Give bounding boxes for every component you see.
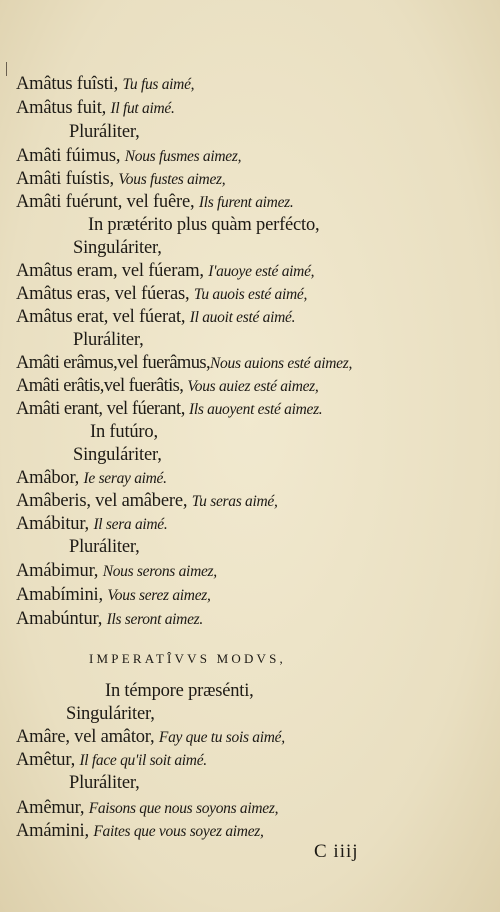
- french-text: Il sera aimé.: [93, 516, 168, 533]
- french-text: Nous serons aimez,: [102, 563, 217, 580]
- latin-text: Amábitur,: [16, 514, 89, 534]
- text-line: [16, 467, 167, 490]
- text-line: [16, 797, 278, 820]
- text-line: [16, 73, 194, 96]
- french-text: Ils seront aimez.: [106, 611, 203, 628]
- text-line: [16, 584, 211, 607]
- french-text: Tu fus aimé,: [122, 76, 195, 93]
- french-text: Vous serez aimez,: [107, 587, 211, 604]
- french-text: Ils auoyent esté aimez.: [188, 401, 323, 418]
- latin-text: Amâtus eram, vel fúeram,: [16, 261, 204, 281]
- section-label: Pluráliter,: [69, 537, 140, 557]
- text-line: [16, 608, 203, 631]
- latin-text: Amâtus erat, vel fúerat,: [16, 307, 186, 327]
- french-text: Vous fustes aimez,: [118, 171, 226, 188]
- french-text: Nous fusmes aimez,: [124, 148, 242, 165]
- text-line: [16, 820, 264, 843]
- latin-text: Amâti erant, vel fúerant,: [16, 399, 185, 419]
- latin-text: Amêtur,: [16, 750, 75, 770]
- text-line: [16, 306, 295, 329]
- french-text: Il auoit esté aimé.: [189, 309, 296, 326]
- mood-heading: IMPERATÎVVS MODVS,: [89, 651, 287, 666]
- text-line: [16, 560, 217, 583]
- section-heading: In témpore præsénti,: [105, 681, 254, 701]
- french-text: Il face qu'il soit aimé.: [79, 752, 207, 769]
- french-text: Ils furent aimez.: [198, 194, 294, 211]
- text-line: [16, 260, 314, 283]
- french-text: Nous auions esté aimez,: [210, 355, 353, 372]
- latin-text: Amâti erâtis,vel fuerâtis,: [16, 376, 184, 396]
- text-line: [16, 191, 293, 214]
- french-text: Fay que tu sois aimé,: [158, 729, 285, 746]
- signature-mark: C iiij: [314, 841, 359, 862]
- text-line: [16, 145, 241, 168]
- section-label: Pluráliter,: [73, 330, 144, 350]
- french-text: Tu auois esté aimé,: [193, 286, 308, 303]
- latin-text: Amabúntur,: [16, 609, 103, 629]
- french-text: Vous auiez esté aimez,: [187, 378, 319, 395]
- latin-text: Amâtus eras, vel fúeras,: [16, 284, 190, 304]
- section-label: Pluráliter,: [69, 122, 140, 142]
- section-heading: In prætérito plus quàm perfécto,: [88, 215, 320, 235]
- text-line: [16, 398, 322, 421]
- text-line: [16, 283, 307, 306]
- section-label: Pluráliter,: [69, 773, 140, 793]
- text-line: [16, 97, 175, 120]
- latin-text: Amâberis, vel amâbere,: [16, 491, 188, 511]
- text-line: [16, 513, 167, 536]
- section-label: Singuláriter,: [66, 704, 155, 724]
- french-text: I'auoye esté aimé,: [208, 263, 315, 280]
- latin-text: Amêmur,: [16, 798, 85, 818]
- text-line: [16, 749, 207, 772]
- latin-text: Amâbor,: [16, 468, 80, 488]
- text-line: [16, 490, 278, 513]
- latin-text: Amâti erâmus,vel fuerâmus,: [16, 353, 210, 373]
- french-text: Il fut aimé.: [110, 100, 175, 117]
- margin-mark: [6, 62, 7, 76]
- latin-text: Amabímini,: [16, 585, 103, 605]
- text-line: [16, 168, 225, 191]
- text-line: [16, 726, 285, 749]
- latin-text: Amâti fúimus,: [16, 146, 121, 166]
- latin-text: Amâti fuérunt, vel fuêre,: [16, 192, 195, 212]
- text-line: [16, 352, 352, 375]
- section-label: Singuláriter,: [73, 238, 162, 258]
- section-heading: In futúro,: [90, 422, 158, 442]
- french-text: Ie seray aimé.: [83, 470, 167, 487]
- latin-text: Amámini,: [16, 821, 89, 841]
- french-text: Faisons que nous soyons aimez,: [88, 800, 279, 817]
- text-line: [16, 375, 318, 398]
- section-label: Singuláriter,: [73, 445, 162, 465]
- french-text: Tu seras aimé,: [191, 493, 278, 510]
- french-text: Faites que vous soyez aimez,: [93, 823, 264, 840]
- latin-text: Amâtus fuit,: [16, 98, 107, 118]
- latin-text: Amábimur,: [16, 561, 99, 581]
- latin-text: Amâre, vel amâtor,: [16, 727, 155, 747]
- latin-text: Amâti fuístis,: [16, 169, 114, 189]
- latin-text: Amâtus fuîsti,: [16, 74, 119, 94]
